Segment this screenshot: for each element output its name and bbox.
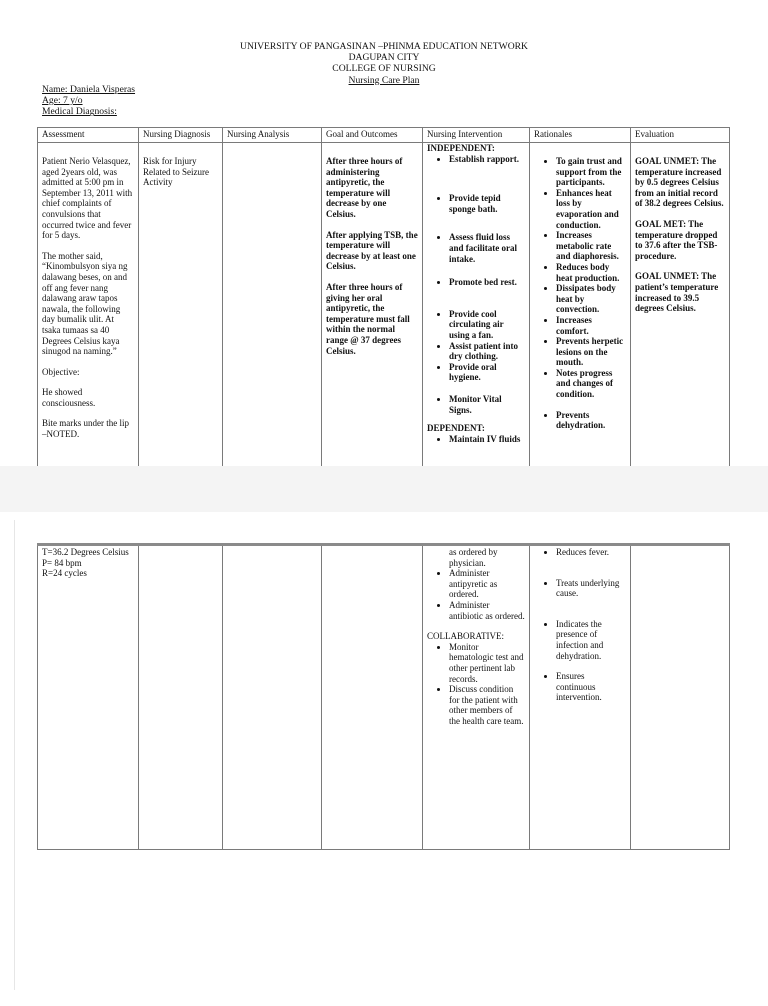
- column-header: Assessment: [38, 128, 139, 143]
- list-item: • Promote bed rest.: [449, 277, 525, 288]
- objective-label: Objective:: [42, 366, 80, 377]
- list-item: • Provide cool circulating air using a fan.: [449, 309, 525, 341]
- dependent-label: DEPENDENT:: [427, 423, 485, 434]
- city-name: DAGUPAN CITY: [348, 52, 420, 64]
- list-item: • Administer antibiotic as ordered.: [449, 600, 525, 621]
- list-item: • Administer antipyretic as ordered.: [449, 568, 525, 600]
- list-item: • Reduces body heat production.: [556, 262, 626, 283]
- list-item: • Prevents herpetic lesions on the mouth.: [556, 336, 626, 368]
- column-header: Nursing Analysis: [223, 128, 322, 143]
- list-item: • Provide oral hygiene.: [449, 362, 525, 383]
- diagnosis-cell: [139, 545, 223, 850]
- patient-age: Age: 7 y/o: [42, 95, 83, 107]
- medical-diagnosis-label: Medical Diagnosis:: [42, 106, 117, 118]
- college-name: COLLEGE OF NURSING: [332, 63, 436, 75]
- list-item: • Provide tepid sponge bath.: [449, 193, 525, 214]
- column-header: Rationales: [530, 128, 631, 143]
- goal-text: After three hours of giving her oral antipyretic, the temperature must fall within the normal range @ 37 degrees Celsius.: [326, 281, 410, 356]
- table-row: [38, 143, 730, 477]
- evaluation-cell: [631, 545, 730, 850]
- list-item: • Dissipates body heat by convection.: [556, 283, 626, 315]
- list-item: • Assess fluid loss and facilitate oral intake.: [449, 232, 525, 264]
- list-item: • Assist patient into dry clothing.: [449, 341, 525, 362]
- analysis-cell: [223, 545, 322, 850]
- assessment-text: Bite marks under the lip –NOTED.: [42, 418, 129, 440]
- diagnosis-cell: [139, 143, 223, 477]
- column-header: Evaluation: [631, 128, 730, 143]
- vitals-cell: [38, 545, 139, 850]
- table-header-row: [38, 128, 730, 143]
- patient-info: [42, 84, 135, 118]
- assessment-text: He showed consciousness.: [42, 387, 96, 408]
- list-item: • Monitor hematologic test and other pertinent lab records.: [449, 642, 525, 684]
- rationales-cell: [530, 143, 631, 477]
- vital-respiration: R=24 cycles: [42, 568, 87, 579]
- column-header: Goal and Outcomes: [322, 128, 423, 143]
- mother-statement: The mother said, “Kinombulsyon siya ng dalawang beses, on and off ang fever nang dalawang araw tapos nawala, the following day bumalik ulit. At tsaka tumaas sa 40 Degrees Celsius kaya sinugod na naming.”: [42, 250, 128, 357]
- page-gap: [0, 466, 768, 512]
- list-item: • Ensures continuous intervention.: [556, 671, 626, 703]
- interventions-cell: [423, 143, 530, 477]
- list-item: • Prevents dehydration.: [556, 410, 626, 431]
- evaluation-text: GOAL UNMET: The temperature increased by 0.5 degrees Celsius from an initial record of 38.2 degrees Celsius.: [635, 156, 724, 209]
- vital-pulse: P= 84 bpm: [42, 557, 82, 568]
- list-item: • Discuss condition for the patient with other members of the health care team.: [449, 684, 525, 726]
- patient-name: Name: Daniela Visperas: [42, 84, 136, 95]
- intervention-continued: as ordered by physician.: [449, 547, 498, 568]
- list-item: • Monitor Vital Signs.: [449, 394, 525, 415]
- page-1: [0, 0, 768, 466]
- column-header: Nursing Intervention: [423, 128, 530, 143]
- list-item: • Enhances heat loss by evaporation and conduction.: [556, 188, 626, 230]
- table-row: [38, 545, 730, 850]
- list-item: • Increases metabolic rate and diaphoresis.: [556, 230, 626, 262]
- list-item: • Maintain IV fluids: [449, 434, 525, 445]
- care-plan-table: [37, 127, 730, 477]
- column-header: Nursing Diagnosis: [139, 128, 223, 143]
- interventions-cell: [423, 545, 530, 850]
- vital-temperature: T=36.2 Degrees Celsius: [42, 547, 129, 557]
- list-item: • Increases comfort.: [556, 315, 626, 336]
- collaborative-label: COLLABORATIVE:: [427, 631, 504, 642]
- analysis-cell: [223, 143, 322, 477]
- rationales-cell: [530, 545, 631, 850]
- list-item: • Indicates the presence of infection and dehydration.: [556, 619, 626, 661]
- goals-cell: [322, 143, 423, 477]
- independent-label: INDEPENDENT:: [427, 143, 495, 153]
- goals-cell: [322, 545, 423, 850]
- page-edge-line: [14, 520, 15, 990]
- list-item: • Establish rapport.: [449, 154, 525, 165]
- evaluation-cell: [631, 143, 730, 477]
- list-item: • Notes progress and changes of condition.: [556, 368, 626, 400]
- university-name: UNIVERSITY OF PANGASINAN –PHINMA EDUCATION NETWORK: [240, 41, 528, 52]
- evaluation-text: GOAL MET: The temperature dropped to 37.6 after the TSB-procedure.: [635, 218, 718, 261]
- document-header: [0, 41, 768, 86]
- goal-text: After applying TSB, the temperature will decrease by at least one Celsius.: [326, 229, 418, 272]
- list-item: • Treats underlying cause.: [556, 578, 626, 599]
- nursing-diagnosis-text: Risk for Injury Related to Seizure Activity: [143, 156, 209, 188]
- list-item: • To gain trust and support from the participants.: [556, 156, 626, 188]
- goal-text: After three hours of administering antipyretic, the temperature will decrease by one Celsius.: [326, 156, 403, 219]
- care-plan-table-continued: [37, 543, 730, 850]
- evaluation-text: GOAL UNMET: The patient’s temperature increased to 39.5 degrees Celsius.: [635, 271, 719, 314]
- list-item: • Reduces fever.: [556, 547, 626, 558]
- assessment-text: Patient Nerio Velasquez, aged 2years old, was admitted at 5:00 pm in September 13, 2011 with chief complaints of convulsions that occurred twice and fever for 5 days.: [42, 156, 133, 241]
- document-title: Nursing Care Plan: [348, 74, 420, 86]
- assessment-cell: [38, 143, 139, 477]
